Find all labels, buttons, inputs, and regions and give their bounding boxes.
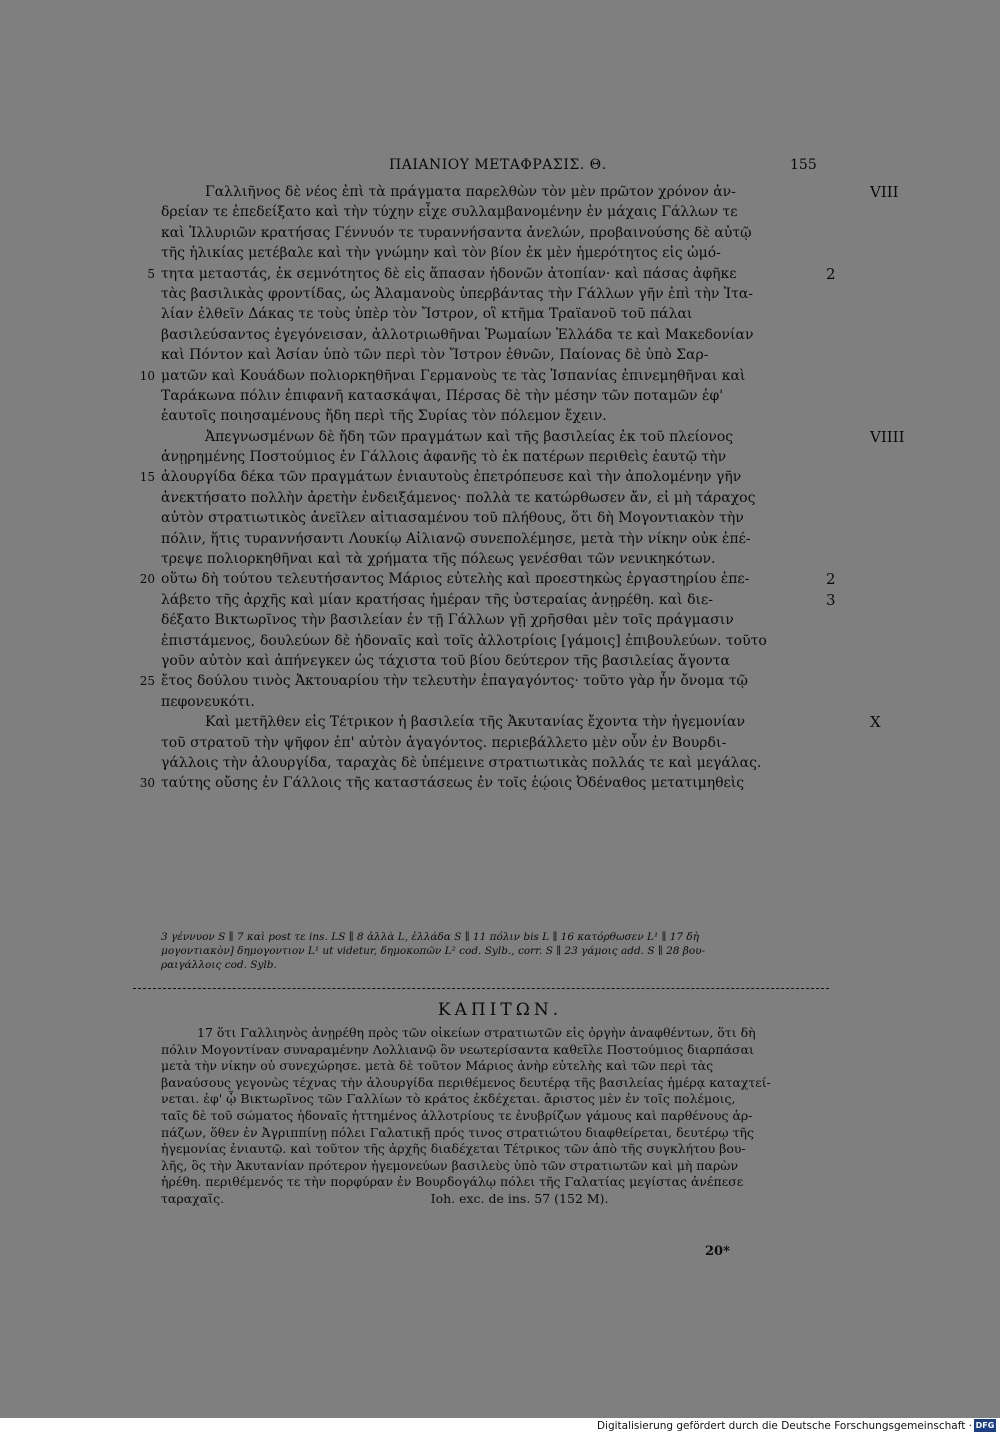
text-line bbox=[139, 366, 819, 386]
running-header bbox=[0, 155, 1000, 179]
excerpt-line: νεται. ἐφ' ᾧ Βικτωρῖνος τῶν Γαλλίων τὸ κράτος ἐκδέχεται. ἄριστος μὲν ἐν τοῖς πολέμοις, bbox=[161, 1091, 736, 1107]
text-line bbox=[161, 325, 819, 345]
text-line bbox=[161, 631, 819, 651]
line-text: τοῦ στρατοῦ τὴν ψῆφον ἐπ' αὐτὸν ἀγαγόντος. περιεβάλλετο μὲν οὖν ἐν Βουρδι- bbox=[161, 734, 727, 751]
line-text: τητα μεταστάς, ἐκ σεμνότητος δὲ εἰς ἅπασαν ἡδονῶν ἀτοπίαν· καὶ πάσας ἀφῆκε bbox=[161, 265, 737, 282]
section-title: ΚΑΠΙΤΩΝ. bbox=[437, 1000, 563, 1020]
text-line bbox=[161, 427, 905, 447]
line-text: καὶ Πόντον καὶ Ἀσίαν ὑπὸ τῶν περὶ τὸν Ἴστρον ἐθνῶν, Παίονας δὲ ὑπὸ Σαρ- bbox=[161, 347, 709, 364]
line-text: τρεψε πολιορκηθῆναι καὶ τὰ χρήματα τῆς πόλεως γενέσθαι τῶν νενικηκότων. bbox=[161, 551, 716, 568]
line-text: ἐπιστάμενος, δουλεύων δὲ ἡδοναῖς καὶ τοῖς ἀλλοτρίοις [γάμοις] ἐπιβουλεύων. τοῦτο bbox=[161, 632, 767, 649]
excerpt-line: πάζων, ὅθεν ἐν Ἀγριππίνῃ πόλει Γαλατικῇ πρός τινος στρατιώτου διαφθείρεται, δευτέρῳ τῆς bbox=[161, 1124, 754, 1140]
line-text: τὰς βασιλικὰς φροντίδας, ὡς Ἀλαμανοὺς ὑπερβάντας τὴν Γάλλων γῆν ἐπὶ τὴν Ἰτα- bbox=[161, 285, 754, 302]
text-line bbox=[161, 406, 819, 426]
line-text: δρείαν τε ἐπεδείξατο καὶ τὴν τύχην εἶχε συλλαμβανομένην ἐν μάχαις Γάλλων τε bbox=[161, 204, 738, 221]
line-text: πεφονευκότι. bbox=[161, 693, 255, 710]
text-line bbox=[161, 488, 819, 508]
page-number: 155 bbox=[790, 157, 817, 173]
text-line bbox=[139, 467, 819, 487]
margin-chapter-number: X bbox=[870, 713, 881, 732]
apparatus-line: μογοντιακὸν] δημογοντιον L¹ ut videtur, δημοκοπῶν L² cod. Sylb., corr. S ∥ 23 γάμοις add. S ∥ 28 βου- bbox=[161, 945, 706, 957]
line-text: πόλιν, ἥτις τυραννήσαντι Λουκίῳ Αἰλιανῷ συνεπολέμησε, μετὰ τὴν νίκην οὐκ ἐπέ- bbox=[161, 530, 751, 547]
text-line bbox=[161, 182, 899, 202]
text-line bbox=[161, 202, 819, 222]
line-number: 30 bbox=[139, 776, 155, 791]
line-number: 5 bbox=[147, 266, 155, 281]
line-text: αὐτὸν στρατιωτικὸς ἀνεῖλεν αἰτιασαμένου τοῦ πλήθους, ὅτι δὴ Μογοντιακὸν τὴν bbox=[161, 510, 744, 527]
margin-chapter-number: 2 bbox=[826, 570, 836, 589]
line-number: 15 bbox=[139, 470, 155, 485]
excerpt-line: βαναύσους γεγονὼς τέχνας τὴν ἁλουργίδα περιθέμενος δευτέρᾳ τῆς βασιλείας ἡμέρᾳ καταχτεί- bbox=[161, 1074, 771, 1090]
line-text: Καὶ μετῆλθεν εἰς Τέτρικον ἡ βασιλεία τῆς Ἀκυτανίας ἔχοντα τὴν ἡγεμονίαν bbox=[205, 714, 745, 731]
text-line bbox=[139, 773, 819, 793]
line-text: ἀνῃρημένης Ποστούμιος ἐν Γάλλοις ἀφανῆς τὸ ἐκ πατέρων περιθεὶς ἑαυτῷ τὴν bbox=[161, 449, 727, 466]
critical-apparatus bbox=[161, 930, 821, 972]
text-line bbox=[147, 264, 836, 284]
text-line bbox=[139, 569, 836, 589]
margin-chapter-number: VIII bbox=[870, 183, 899, 201]
text-line bbox=[161, 447, 819, 467]
excerpt-line: ἡγεμονίας ἐνιαυτῷ. καὶ τοῦτον τῆς ἀρχῆς διαδέχεται Τέτρικος τῶν ἀπὸ τῆς συγκλήτου βου- bbox=[161, 1141, 746, 1157]
dfg-logo-icon: DFG bbox=[975, 1421, 995, 1430]
excerpt-line: μετὰ τὴν νίκην οὐ συνεχώρησε. μετὰ δὲ τοῦτον Μάριος ἀνὴρ εὐτελὴς καὶ τῶν περὶ τὰς bbox=[161, 1058, 714, 1074]
line-text: δέξατο Βικτωρῖνος τὴν βασιλείαν ἐν τῇ Γάλλων γῇ χρῆσθαι μὲν τοῖς πράγμασιν bbox=[161, 612, 734, 629]
text-line bbox=[161, 590, 836, 610]
line-text: ματῶν καὶ Κουάδων πολιορκηθῆναι Γερμανοὺς τε τὰς Ἱσπανίας ἐπινεμηθῆναι καὶ bbox=[161, 367, 746, 384]
line-text: γοῦν αὐτὸν καὶ ἀπήνεγκεν ὡς τάχιστα τοῦ βίου δεύτερον τῆς βασιλείας ἄγοντα bbox=[161, 652, 730, 669]
excerpt-line: 17 ὅτι Γαλλιηνὸς ἀνῃρέθη πρὸς τῶν οἰκείων στρατιωτῶν εἰς ὀργὴν ἀναφθέντων, ὅτι δὴ bbox=[197, 1025, 756, 1040]
line-text: ταύτης οὔσης ἐν Γάλλοις τῆς καταστάσεως ἐν τοῖς ἑῴοις Ὀδέναθος μετατιμηθεὶς bbox=[161, 775, 745, 792]
main-text bbox=[139, 182, 905, 794]
excerpt-text bbox=[161, 1025, 821, 1208]
line-text: ἑαυτοῖς ποιησαμένους ἤδη περὶ τῆς Συρίας τὸν πόλεμον ἔχειν. bbox=[161, 408, 607, 425]
text-line bbox=[161, 284, 819, 304]
excerpt-line: λῆς, ὃς τὴν Ἀκυτανίαν πρότερον ἡγεμονεύων βασιλεὺς ὑπὸ τῶν στρατιωτῶν καὶ μὴ παρὼν bbox=[161, 1157, 739, 1173]
excerpt-line: ἡρέθη. περιθέμενός τε τὴν πορφύραν ἐν Βουρδογάλῳ πόλει τῆς Γαλατίας μεγίστας ἀνέπεσε bbox=[161, 1174, 744, 1190]
line-text: Ταράκωνα πόλιν ἐπιφανῆ κατασκάψαι, Πέρσας δὲ τὴν μέσην τῶν ποταμῶν ἐφ' bbox=[161, 387, 724, 404]
separator-rule bbox=[133, 988, 829, 989]
text-line bbox=[161, 223, 819, 243]
text-line bbox=[161, 733, 819, 753]
text-line bbox=[161, 386, 819, 406]
text-line bbox=[161, 549, 819, 569]
line-number: 25 bbox=[139, 674, 155, 689]
text-line bbox=[161, 610, 819, 630]
text-line bbox=[139, 671, 819, 691]
line-text: βασιλεύσαντος ἐγεγόνεισαν, ἀλλοτριωθῆναι Ῥωμαίων Ἑλλάδα τε καὶ Μακεδονίαν bbox=[161, 326, 754, 343]
sheet-number: 20* bbox=[705, 1244, 730, 1259]
line-text: καὶ Ἰλλυριῶν κρατήσας Γέννυόν τε τυραννήσαντα ἀνελών, προβαινούσης δὲ αὐτῷ bbox=[161, 224, 752, 241]
line-text: ἀνεκτήσατο πολλὴν ἀρετὴν ἐνδειξάμενος· πολλὰ τε κατώρθωσεν ἄν, εἰ μὴ τάραχος bbox=[161, 489, 756, 506]
text-line bbox=[161, 651, 819, 671]
apparatus-line: 3 γέννυον S ∥ 7 καὶ post τε ins. LS ∥ 8 ἀλλὰ L, ἑλλάδα S ∥ 11 πόλιν bis L ∥ 16 κατόρθωσεν L¹ ∥ 17 δὴ bbox=[161, 931, 700, 943]
line-text: ἁλουργίδα δέκα τῶν πραγμάτων ἐνιαυτοὺς ἐπετρόπευσε καὶ τὴν ἀπολομένην γῆν bbox=[161, 469, 742, 486]
excerpt-line: ταραχαῖς. Ioh. exc. de ins. 57 (152 M). bbox=[161, 1190, 609, 1206]
text-line bbox=[161, 712, 881, 732]
line-text: λάβετο τῆς ἀρχῆς καὶ μίαν κρατήσας ἡμέραν τῆς ὑστεραίας ἀνῃρέθη. καὶ διε- bbox=[161, 591, 713, 608]
text-line bbox=[161, 345, 819, 365]
text-line bbox=[161, 529, 819, 549]
line-text: οὕτω δὴ τούτου τελευτήσαντος Μάριος εὐτελὴς καὶ προεστηκὼς ἐργαστηρίου ἐπε- bbox=[161, 571, 750, 588]
margin-chapter-number: VIIII bbox=[870, 427, 905, 446]
excerpt-line: ταῖς δὲ τοῦ σώματος ἡδοναῖς ἡττημένος ἀλλοτρίους τε ἐνυβρίζων γάμους καὶ παρθένους ἁρ- bbox=[161, 1107, 753, 1123]
text-line bbox=[161, 304, 819, 324]
text-line bbox=[161, 753, 819, 773]
line-text: Ἀπεγνωσμένων δὲ ἤδη τῶν πραγμάτων καὶ τῆς βασιλείας ἐκ τοῦ πλείονος bbox=[205, 428, 734, 445]
excerpt-line: πόλιν Μογοντίναν συναραμένην Λολλιανῷ ὃν νεωτερίσαντα καθεῖλε Ποστούμιος διαρπάσαι bbox=[161, 1041, 754, 1057]
text-line bbox=[161, 692, 819, 712]
line-number: 20 bbox=[139, 572, 155, 587]
line-text: ἔτος δούλου τινὸς Ἀκτουαρίου τὴν τελευτὴν ἐπαγαγόντος· τοῦτο γὰρ ἦν ὄνομα τῷ bbox=[161, 673, 748, 690]
margin-chapter-number: 3 bbox=[826, 590, 836, 609]
apparatus-line: ραιγάλλοις cod. Sylb. bbox=[161, 959, 277, 971]
margin-chapter-number: 2 bbox=[826, 264, 836, 283]
line-text: Γαλλιῆνος δὲ νέος ἐπὶ τὰ πράγματα παρελθὼν τὸν μὲν πρῶτον χρόνον ἀν- bbox=[205, 184, 736, 200]
line-text: τῆς ἡλικίας μετέβαλε καὶ τὴν γνώμην καὶ τὸν βίον ἐκ μὲν ἡμερότητος εἰς ὠμό- bbox=[161, 245, 721, 262]
text-line bbox=[161, 243, 819, 263]
line-text: γάλλοις τὴν ἁλουργίδα, ταραχὰς δὲ ὑπέμεινε στρατιωτικὰς πολλάς τε καὶ μεγάλας. bbox=[161, 754, 762, 771]
running-title: ΠΑΙΑΝΙΟΥ ΜΕΤΑΦΡΑΣΙΣ. Θ. bbox=[389, 157, 607, 173]
text-line bbox=[161, 508, 819, 528]
footer-credit: Digitalisierung gefördert durch die Deutsche Forschungsgemeinschaft · bbox=[596, 1420, 972, 1432]
line-text: λίαν ἐλθεῖν Δάκας τε τοὺς ὑπὲρ τὸν Ἴστρον, οἳ κτῆμα Τραϊανοῦ τοῦ πάλαι bbox=[161, 306, 693, 323]
line-number: 10 bbox=[139, 368, 155, 383]
